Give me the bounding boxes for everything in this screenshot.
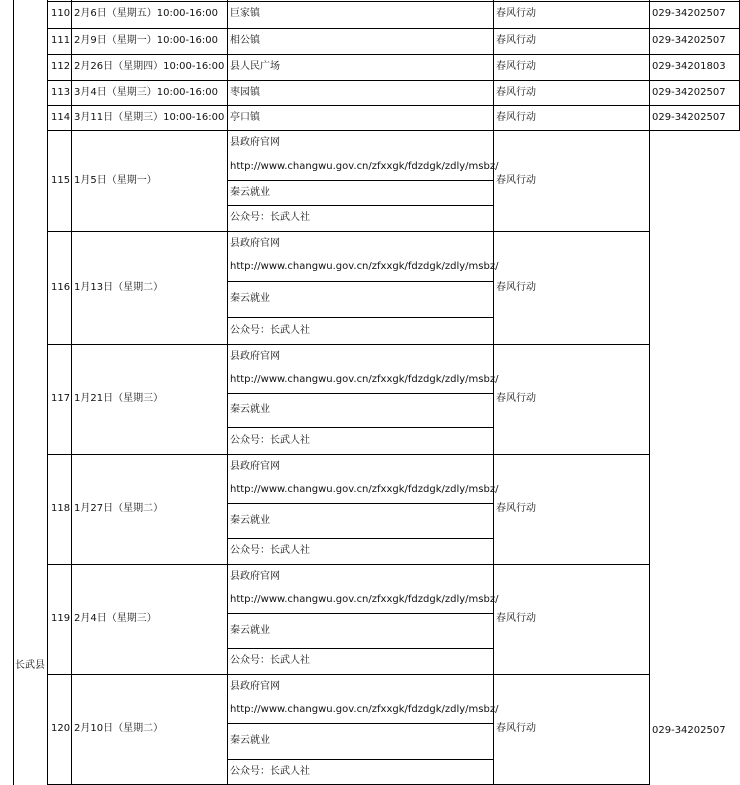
- grid-line: [227, 503, 493, 504]
- event-date: 2月4日（星期三）: [74, 613, 157, 624]
- event-date: 2月9日（星期一）10:00-16:00: [74, 35, 218, 46]
- event-venue: 亭口镇: [230, 111, 260, 123]
- site-name: 县政府官网: [230, 681, 280, 692]
- event-venue: 枣园镇: [230, 86, 260, 98]
- grid-line: [227, 723, 493, 724]
- platform-name: 秦云就业: [230, 293, 270, 304]
- site-url: http://www.changwu.gov.cn/zfxxgk/fdzdgk/zdly/msbz/: [230, 594, 499, 605]
- grid-line: [71, 0, 72, 785]
- grid-line: [47, 564, 649, 565]
- event-date: 2月10日（星期二）: [74, 723, 164, 734]
- event-date: 1月21日（星期三）: [74, 393, 164, 404]
- grid-line: [47, 1, 740, 2]
- event-activity: 春风行动: [496, 111, 536, 123]
- row-number: 112: [51, 61, 71, 72]
- platform-name: 秦云就业: [230, 404, 270, 415]
- grid-line: [47, 344, 649, 345]
- platform-name: 秦云就业: [230, 735, 270, 746]
- grid-line: [227, 613, 493, 614]
- wechat-account: 公众号：长武人社: [230, 655, 310, 666]
- grid-line: [227, 427, 493, 428]
- row-number: 113: [51, 86, 71, 98]
- platform-name: 秦云就业: [230, 624, 270, 636]
- county-name: 长武县: [15, 660, 45, 671]
- wechat-account: 公众号：长武人社: [230, 324, 310, 336]
- event-activity: 春风行动: [496, 174, 536, 186]
- wechat-account: 公众号：长武人社: [230, 765, 310, 777]
- event-date: 3月11日（星期三）10:00-16:00: [74, 111, 225, 123]
- grid-line: [47, 0, 48, 785]
- site-url: http://www.changwu.gov.cn/zfxxgk/fdzdgk/zdly/msbz/: [230, 484, 499, 495]
- contact-phone: 029-34202507: [652, 725, 726, 736]
- row-number: 114: [51, 111, 71, 123]
- platform-name: 秦云就业: [230, 186, 270, 198]
- site-name: 县政府官网: [230, 461, 280, 472]
- grid-line: [13, 0, 14, 785]
- grid-line: [47, 54, 740, 55]
- grid-line: [227, 180, 493, 181]
- row-number: 110: [51, 8, 71, 19]
- grid-line: [47, 105, 740, 106]
- event-date: 2月26日（星期四）10:00-16:00: [74, 61, 225, 72]
- row-number: 116: [51, 281, 71, 293]
- grid-line: [649, 0, 650, 785]
- grid-line: [227, 205, 493, 206]
- event-activity: 春风行动: [496, 8, 536, 19]
- site-url: http://www.changwu.gov.cn/zfxxgk/fdzdgk/zdly/msbz/: [230, 261, 499, 272]
- event-date: 2月6日（星期五）10:00-16:00: [74, 8, 218, 19]
- event-activity: 春风行动: [496, 503, 536, 514]
- grid-line: [227, 393, 493, 394]
- event-activity: 春风行动: [496, 723, 536, 734]
- grid-line: [47, 130, 740, 131]
- grid-line: [227, 281, 493, 282]
- row-number: 119: [51, 613, 71, 624]
- platform-name: 秦云就业: [230, 514, 270, 526]
- contact-phone: 029-34202507: [652, 8, 726, 19]
- event-date: 3月4日（星期三）10:00-16:00: [74, 86, 218, 98]
- grid-line: [47, 28, 740, 29]
- wechat-account: 公众号：长武人社: [230, 545, 310, 556]
- row-number: 120: [51, 723, 71, 734]
- event-activity: 春风行动: [496, 281, 536, 293]
- grid-line: [493, 0, 494, 785]
- grid-line: [227, 759, 493, 760]
- event-activity: 春风行动: [496, 613, 536, 624]
- site-name: 县政府官网: [230, 351, 280, 362]
- site-name: 县政府官网: [230, 137, 280, 148]
- site-url: http://www.changwu.gov.cn/zfxxgk/fdzdgk/zdly/msbz/: [230, 374, 499, 385]
- contact-phone: 029-34202507: [652, 35, 726, 46]
- event-activity: 春风行动: [496, 61, 536, 72]
- event-activity: 春风行动: [496, 86, 536, 98]
- event-venue: 县人民广场: [230, 61, 280, 72]
- grid-line: [47, 454, 649, 455]
- site-name: 县政府官网: [230, 238, 280, 249]
- site-url: http://www.changwu.gov.cn/zfxxgk/fdzdgk/zdly/msbz/: [230, 161, 499, 172]
- contact-phone: 029-34202507: [652, 111, 726, 123]
- site-name: 县政府官网: [230, 571, 280, 582]
- grid-line: [47, 231, 649, 232]
- wechat-account: 公众号：长武人社: [230, 212, 310, 223]
- wechat-account: 公众号：长武人社: [230, 434, 310, 446]
- row-number: 118: [51, 503, 71, 514]
- contact-phone: 029-34201803: [652, 61, 726, 72]
- grid-line: [47, 80, 740, 81]
- grid-line: [47, 674, 649, 675]
- row-number: 117: [51, 393, 71, 404]
- event-date: 1月5日（星期一）: [74, 174, 157, 186]
- event-venue: 巨家镇: [230, 8, 260, 19]
- grid-line: [227, 317, 493, 318]
- event-date: 1月13日（星期二）: [74, 281, 164, 293]
- row-number: 115: [51, 174, 71, 186]
- event-activity: 春风行动: [496, 35, 536, 46]
- event-venue: 相公镇: [230, 35, 260, 46]
- event-activity: 春风行动: [496, 393, 536, 404]
- site-url: http://www.changwu.gov.cn/zfxxgk/fdzdgk/zdly/msbz/: [230, 704, 499, 715]
- contact-phone: 029-34202507: [652, 86, 726, 98]
- row-number: 111: [51, 35, 71, 46]
- grid-line: [227, 538, 493, 539]
- grid-line: [227, 648, 493, 649]
- event-date: 1月27日（星期二）: [74, 503, 164, 514]
